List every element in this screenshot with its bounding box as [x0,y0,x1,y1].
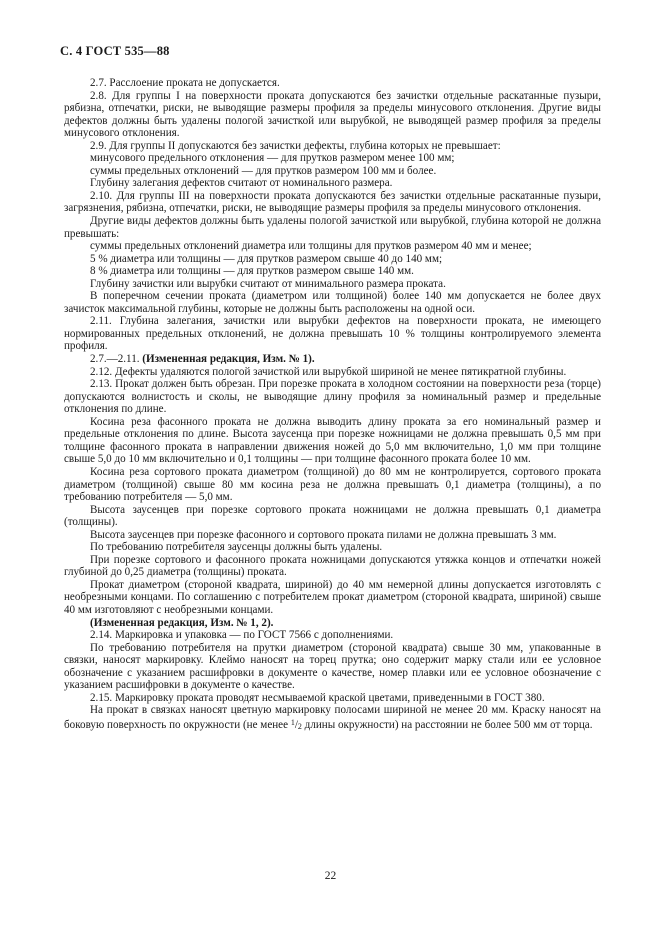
fraction-slash: / [294,718,298,731]
list-item: минусового предельного отклонения — для прутков размером менее 100 мм; [90,152,455,165]
amendment-note-2-7-2-11 [64,353,601,366]
paragraph: Глубину залегания дефектов считают от номинального размера. [90,177,393,190]
fraction-denominator: 2 [297,721,302,731]
amendment-text: (Измененная редакция, Изм. № 1). [142,353,315,366]
page-header: С. 4 ГОСТ 535—88 [60,44,170,58]
section-title: Маркировка и упаковка [114,629,227,642]
paragraph-2-7: 2.7. Расслоение проката не допускается. [90,77,280,89]
paragraph-2-10: 2.10. Для группы III на поверхности проката допускаются без зачистки отдельные раскатанные пузыри, загрязнения, рябизна, отпечатки, риски, не выводящие размеры профиля за пределы минусового отклонения. [64,189,601,215]
text-segment: длины окружности) на расстоянии не более 500 мм от торца. [301,718,593,731]
paragraph-2-9: 2.9. Для группы II допускаются без зачистки дефекты, глубина которых не превышает: [90,139,501,152]
fraction-numerator: 1 [290,717,295,727]
list-item: 8 % диаметра или толщины — для прутков размером свыше 140 мм. [90,265,414,278]
paragraph: Прокат диаметром (стороной квадрата, шириной) до 40 мм немерной длины допускается изготовлять с необрезными концами. По соглашению с потребителем прокат диаметром (стороной квадрата, шириной) свыше 40 мм изготовляют с необрезными концами. [64,578,601,616]
paragraph-color-marking [64,704,601,733]
page-number: 22 [324,870,337,882]
paragraph: В поперечном сечении проката (диаметром или толщиной) более 140 мм допускается не более двух зачисток максимальной глубины, которые не должны быть расположены на одной оси. [64,290,601,315]
paragraph: Косина реза сортового проката диаметром (толщиной) до 80 мм не контролируется, сортового проката диаметром (толщиной) свыше 80 мм косина реза не должна превышать 0,1 диаметра (толщины), а по требованию потребителя — 5,0 мм. [64,465,601,504]
amendment-note-1-2: (Измененная редакция, Изм. № 1, 2). [90,616,274,629]
paragraph: При порезке сортового и фасонного проката ножницами допускаются утяжка концов и отпечатки ножей глубиной до 0,25 диаметра (толщины) проката. [64,553,601,579]
paragraph-2-15: 2.15. Маркировку проката проводят несмываемой краской цветами, приведенными в ГОСТ 380. [90,691,545,704]
section-number: 2.14. [90,629,115,642]
list-item: 5 % диаметра или толщины — для прутков размером свыше 40 до 140 мм; [90,252,443,265]
text-segment: На прокат в связках наносят цветную маркировку полосами шириной не менее 20 мм. Краску наносят на боковую поверхность по окружности (не менее [64,704,601,731]
document-body [64,77,601,733]
list-item: суммы предельных отклонений — для прутков размером 100 мм и более. [90,164,437,177]
paragraph-2-13: 2.13. Прокат должен быть обрезан. При порезке проката в холодном состоянии на поверхности реза (торце) допускаются волнистость и сколы, не выводящие длину профиля за номинальный размер и предельные отклонения по длине. [64,378,601,416]
paragraph: Косина реза фасонного проката не должна выводить длину проката за его номинальный размер и предельные отклонения по длине. Высота заусенца при порезке ножницами не должна превышать 0,5 мм при толщине фасонного проката в направлении движения ножей до 5,0 мм включительно, 1,0 мм при толщине свыше 5,0 до 10 мм включительно и 0,1 толщины — при толщине фасонного проката более 10 мм. [64,415,601,466]
section-reference: — по ГОСТ 7566 с дополнениями. [226,629,394,642]
paragraph-2-8: 2.8. Для группы I на поверхности проката допускаются без зачистки отдельные раскатанные пузыри, рябизна, отпечатки, риски, не выводящие размеры профиля за пределы минусового отклонения. Другие виды дефектов должны быть удалены пологой зачисткой или вырубкой, не выводящей размер профиля за пределы минусового отклонения. [64,89,601,140]
paragraph: Другие виды дефектов должны быть удалены пологой зачисткой или вырубкой, глубина которой не должна превышать: [64,215,601,240]
paragraph: Глубину зачистки или вырубки считают от минимального размера проката. [90,277,446,290]
paragraph: По требованию потребителя на прутки диаметром (стороной квадрата) свыше 30 мм, упакованные в связки, наносят маркировку. Клеймо наносят на торец прутка; оно содержит марку стали или ее условное обозначение с указанием расшифровки в документе о качестве, номер плавки или ее условное обозначение с указанием расшифровки в документе о качестве. [64,641,601,692]
paragraph-2-11: 2.11. Глубина залегания, зачистки или вырубки дефектов на поверхности проката, не имеющего нормированных предельных отклонений, не должна превышать 10 % толщины контролируемого элемента профиля. [64,315,601,353]
paragraph: По требованию потребителя заусенцы должны быть удалены. [90,541,383,554]
list-item: суммы предельных отклонений диаметра или толщины для прутков размером 40 мм и менее; [90,240,532,253]
paragraph: Высота заусенцев при порезке сортового проката ножницами не должна превышать 0,1 диаметра (толщины). [64,503,601,529]
amendment-ref: 2.7.—2.11. [90,353,143,366]
paragraph-2-14 [64,629,601,642]
paragraph: Высота заусенцев при порезке фасонного и сортового проката пилами не должна превышать 3 мм. [90,528,557,541]
paragraph-2-12: 2.12. Дефекты удаляются пологой зачисткой или вырубкой шириной не менее пятикратной глубины. [90,365,567,378]
